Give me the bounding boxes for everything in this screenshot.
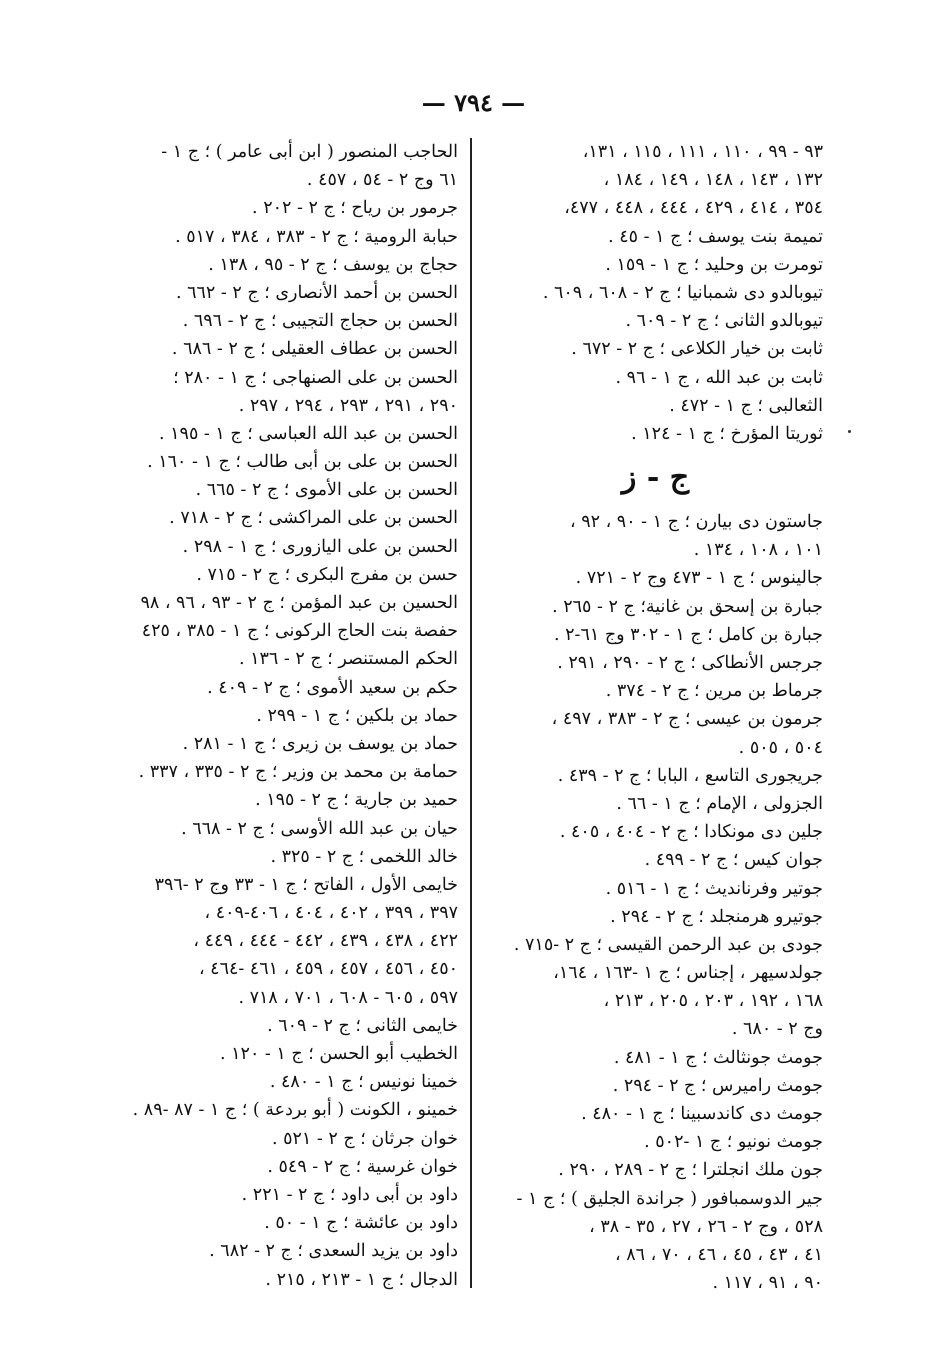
index-entry-line: جبارة بن كامل ؛ ج ١ - ٣٠٢ وج ٦١-٢ . bbox=[553, 624, 823, 645]
index-entry-line: خمينا نونيس ؛ ج ١ - ٤٨٠ . bbox=[269, 1072, 458, 1093]
index-entry-line: الحسن بن على الصنهاجى ؛ ج ١ - ٢٨٠ ؛ bbox=[173, 367, 458, 388]
index-entry-line: جوتيرو هرمنجلد ؛ ج ٢ - ٢٩٤ . bbox=[610, 906, 823, 927]
index-entry-line: خالد اللخمى ؛ ج ٢ - ٣٢٥ . bbox=[270, 846, 458, 867]
margin-dot bbox=[848, 430, 851, 433]
index-entry-line: الحسن بن عطاف العقيلى ؛ ج ٢ - ٦٨٦ . bbox=[171, 339, 458, 360]
index-entry-line: الجزولى ، الإمام ؛ ج ١ - ٦٦ . bbox=[616, 793, 823, 814]
index-entry-line: جومث راميرس ؛ ج ٢ - ٢٩٤ . bbox=[612, 1075, 823, 1096]
index-entry-line: جاستون دى بيارن ؛ ج ١ - ٩٠ ، ٩٢ ، bbox=[569, 512, 823, 533]
index-entry-line: جومث نونيو ؛ ج ١ -٥٠٢ . bbox=[644, 1132, 823, 1153]
index-entry-line: حسن بن مفرج البكرى ؛ ج ٢ - ٧١٥ . bbox=[196, 564, 458, 585]
index-entry-line: الحاجب المنصور ( ابن أبى عامر ) ؛ ج ١ - bbox=[161, 142, 458, 162]
index-entry-line: جون ملك انجلترا ؛ ج ٢ - ٢٨٩ ، ٢٩٠ . bbox=[558, 1160, 823, 1181]
index-entry-line: جالينوس ؛ ج ١ - ٤٧٣ وج ٢ - ٧٢١ . bbox=[575, 568, 823, 589]
index-entry-line: داود بن يزيد السعدى ؛ ج ٢ - ٦٨٢ . bbox=[209, 1241, 458, 1262]
index-entry-line: جوتير وفرنانديث ؛ ج ١ - ٥١٦ . bbox=[605, 878, 823, 899]
index-entry-line: ٩٠ ، ٩١ ، ١١٧ . bbox=[712, 1273, 823, 1294]
index-entry-line: ١٣٢ ، ١٤٣ ، ١٤٨ ، ١٤٩ ، ١٨٤ ، bbox=[603, 170, 823, 191]
index-entry-line: الحسن بن على اليازورى ؛ ج ١ - ٢٩٨ . bbox=[182, 536, 458, 557]
index-entry-line: جرجس الأنطاكى ؛ ج ٢ - ٢٩٠ ، ٢٩١ . bbox=[557, 653, 823, 673]
index-entry-line: حيان بن عبد الله الأوسى ؛ ج ٢ - ٦٦٨ . bbox=[181, 818, 458, 839]
index-entry-line: الحكم المستنصر ؛ ج ٢ - ١٣٦ . bbox=[238, 649, 458, 670]
index-entry-line: جريجورى التاسع ، البابا ؛ ج ٢ - ٤٣٩ . bbox=[557, 765, 823, 786]
index-entry-line: جوان كيس ؛ ج ٢ - ٤٩٩ . bbox=[644, 850, 823, 871]
index-entry-line: الحسن بن على الأموى ؛ ج ٢ - ٦٦٥ . bbox=[195, 480, 458, 501]
section-heading: ج - ز bbox=[621, 460, 690, 496]
index-entry-line: خايمى الثانى ؛ ج ٢ - ٦٠٩ . bbox=[267, 1015, 458, 1036]
index-entry-line: حجاج بن يوسف ؛ ج ٢ - ٩٥ ، ١٣٨ . bbox=[208, 254, 458, 275]
index-entry-line: ٦١ وج ٢ - ٥٤ ، ٤٥٧ . bbox=[306, 170, 458, 191]
index-entry-line: جلين دى مونكادا ؛ ج ٢ - ٤٠٤ ، ٤٠٥ . bbox=[559, 822, 823, 843]
index-entry-line: حفصة بنت الحاج الركونى ؛ ج ١ - ٣٨٥ ، ٤٢٥ bbox=[141, 621, 458, 642]
index-entry-line: جبارة بن إسحق بن غانية؛ ج ٢ - ٢٦٥ . bbox=[552, 596, 823, 617]
index-entry-line: جير الدوسمبافور ( جراندة الجليق ) ؛ ج ١ - bbox=[516, 1188, 823, 1209]
index-entry-line: ثابت بن عبد الله ، ج ١ - ٩٦ . bbox=[615, 367, 823, 388]
index-entry-line: وج ٢ - ٦٨٠ . bbox=[731, 1019, 823, 1040]
page-number: — ٧٩٤ — bbox=[421, 88, 526, 117]
index-entry-line: ٣٩٧ ، ٣٩٩ ، ٤٠٢ ، ٤٠٤ ، ٤٠٦-٤٠٩ ، bbox=[204, 903, 458, 924]
index-entry-line: داود بن عائشة ؛ ج ١ - ٥٠ . bbox=[264, 1213, 458, 1234]
index-entry-line: حماد بن يوسف بن زيرى ؛ ج ١ - ٢٨١ . bbox=[182, 733, 458, 754]
index-entry-line: الحسن بن حجاج التجيبى ؛ ج ٢ - ٦٩٦ . bbox=[182, 311, 458, 332]
index-column-left bbox=[128, 138, 458, 1294]
column-divider bbox=[470, 138, 472, 1288]
index-entry-line: الخطيب أبو الحسن ؛ ج ١ - ١٢٠ . bbox=[220, 1044, 458, 1064]
index-entry-line: ثابت بن خيار الكلاعى ؛ ج ٢ - ٦٧٢ . bbox=[571, 339, 823, 360]
index-entry-line: حكم بن سعيد الأموى ؛ ج ٢ - ٤٠٩ . bbox=[207, 677, 458, 698]
index-entry-line: تميمة بنت يوسف ؛ ج ١ - ٤٥ . bbox=[608, 226, 823, 247]
index-entry-line: ثوريتا المؤرخ ؛ ج ١ - ١٢٤ . bbox=[631, 423, 823, 444]
index-entry-line: جومث دى كاندسبينا ؛ ج ١ - ٤٨٠ . bbox=[581, 1104, 823, 1124]
index-entry-line: الحسن بن على بن أبى طالب ؛ ج ١ - ١٦٠ . bbox=[147, 452, 458, 473]
index-entry-line: ٤٢٢ ، ٤٣٨ ، ٤٣٩ ، ٤٤٢ - ٤٤٤ ، ٤٤٩ ، bbox=[193, 931, 458, 952]
index-entry-line: خوان غرسية ؛ ج ٢ - ٥٤٩ . bbox=[267, 1156, 458, 1177]
index-entry-line: الحسن بن عبد الله العباسى ؛ ج ١ - ١٩٥ . bbox=[159, 423, 458, 444]
index-entry-line: ٩٣ - ٩٩ ، ١١٠ ، ١١١ ، ١١٥ ، ١٣١، bbox=[582, 142, 823, 162]
index-entry-line: ٤٥٠ ، ٤٥٦ ، ٤٥٧ ، ٤٥٩ ، ٤٦١ -٤٦٤ ، bbox=[198, 959, 458, 980]
index-entry-line: خايمى الأول ، الفاتح ؛ ج ١ - ٣٣ وج ٢ -٣٩٦ bbox=[154, 874, 458, 895]
index-entry-line: ١٠١ ، ١٠٨ ، ١٣٤ . bbox=[693, 540, 823, 561]
index-entry-line: ٥٠٤ ، ٥٠٥ . bbox=[738, 737, 823, 758]
index-entry-line: داود بن أبى داود ؛ ج ٢ - ٢٢١ . bbox=[241, 1184, 458, 1205]
index-entry-line: ٣٥٤ ، ٤١٤ ، ٤٢٩ ، ٤٤٤ ، ٤٤٨ ، ٤٧٧، bbox=[564, 198, 823, 219]
index-entry-line: الحسين بن عبد المؤمن ؛ ج ٢ - ٩٣ ، ٩٦ ، ٩٨ bbox=[140, 593, 458, 613]
index-entry-line: حمامة بن محمد بن وزير ؛ ج ٢ - ٣٣٥ ، ٣٣٧ . bbox=[138, 762, 458, 783]
entries-left bbox=[128, 138, 458, 1294]
index-column-right bbox=[488, 138, 823, 1297]
index-entry-line: تومرت بن وحليد ؛ ج ١ - ١٥٩ . bbox=[605, 254, 823, 275]
index-entry-line: خمينو ، الكونت ( أبو بردعة ) ؛ ج ١ - ٨٧ -٨٩ . bbox=[132, 1100, 458, 1121]
index-entry-line: جولدسيهر ، إجناس ؛ ج ١ -١٦٣ ، ١٦٤، bbox=[553, 963, 823, 984]
index-entry-line: الدجال ؛ ج ١ - ٢١٣ ، ٢١٥ . bbox=[265, 1269, 458, 1290]
index-entry-line: جرمون بن عيسى ؛ ج ٢ - ٣٨٣ ، ٤٩٧ ، bbox=[551, 709, 823, 730]
index-entry-line: ٥٩٧ ، ٦٠٥ - ٦٠٨ ، ٧٠١ ، ٧١٨ . bbox=[238, 987, 458, 1008]
index-entry-line: حماد بن بلكين ؛ ج ١ - ٢٩٩ . bbox=[256, 705, 458, 726]
index-entry-line: حميد بن جارية ؛ ج ٢ - ١٩٥ . bbox=[255, 790, 458, 811]
index-entry-line: ٤١ ، ٤٣ ، ٤٥ ، ٤٦ ، ٧٠ ، ٨٦ ، bbox=[615, 1244, 823, 1265]
index-entry-line: الثعالبى ؛ ج ١ - ٤٧٢ . bbox=[669, 395, 823, 416]
index-entry-line: جودى بن عبد الرحمن القيسى ؛ ج ٢ -٧١٥ . bbox=[513, 934, 823, 955]
index-entry-line: جرمور بن رياح ؛ ج ٢ - ٢٠٢ . bbox=[252, 198, 458, 219]
index-entry-line: ١٦٨ ، ١٩٢ ، ٢٠٣ ، ٢٠٥ ، ٢١٣ ، bbox=[603, 991, 823, 1012]
index-entry-line: ٥٢٨ ، وج ٢ - ٢٦ ، ٢٧ ، ٣٥ - ٣٨ ، bbox=[589, 1216, 823, 1237]
index-entry-line: الحسن بن على المراكشى ؛ ج ٢ - ٧١٨ . bbox=[169, 508, 458, 529]
index-entry-line: تيوبالدو الثانى ؛ ج ٢ - ٦٠٩ . bbox=[625, 311, 823, 332]
index-entry-line: الحسن بن أحمد الأنصارى ؛ ج ٢ - ٦٦٢ . bbox=[175, 282, 458, 303]
entries-after-heading bbox=[488, 508, 823, 1297]
index-entry-line: خوان جرثان ؛ ج ٢ - ٥٢١ . bbox=[271, 1128, 458, 1149]
index-entry-line: جرماط بن مرين ؛ ج ٢ - ٣٧٤ . bbox=[605, 681, 823, 702]
index-entry-line: ٢٩٠ ، ٢٩١ ، ٢٩٣ ، ٢٩٤ ، ٢٩٧ . bbox=[238, 395, 458, 416]
index-entry-line: جومث جونثالث ؛ ج ١ - ٤٨١ . bbox=[613, 1047, 823, 1068]
index-entry-line: تيوبالدو دى شمبانيا ؛ ج ٢ - ٦٠٨ ، ٦٠٩ . bbox=[542, 282, 823, 303]
entries-before-heading bbox=[488, 138, 823, 448]
index-entry-line: حبابة الرومية ؛ ج ٢ - ٣٨٣ ، ٣٨٤ ، ٥١٧ . bbox=[175, 226, 458, 247]
